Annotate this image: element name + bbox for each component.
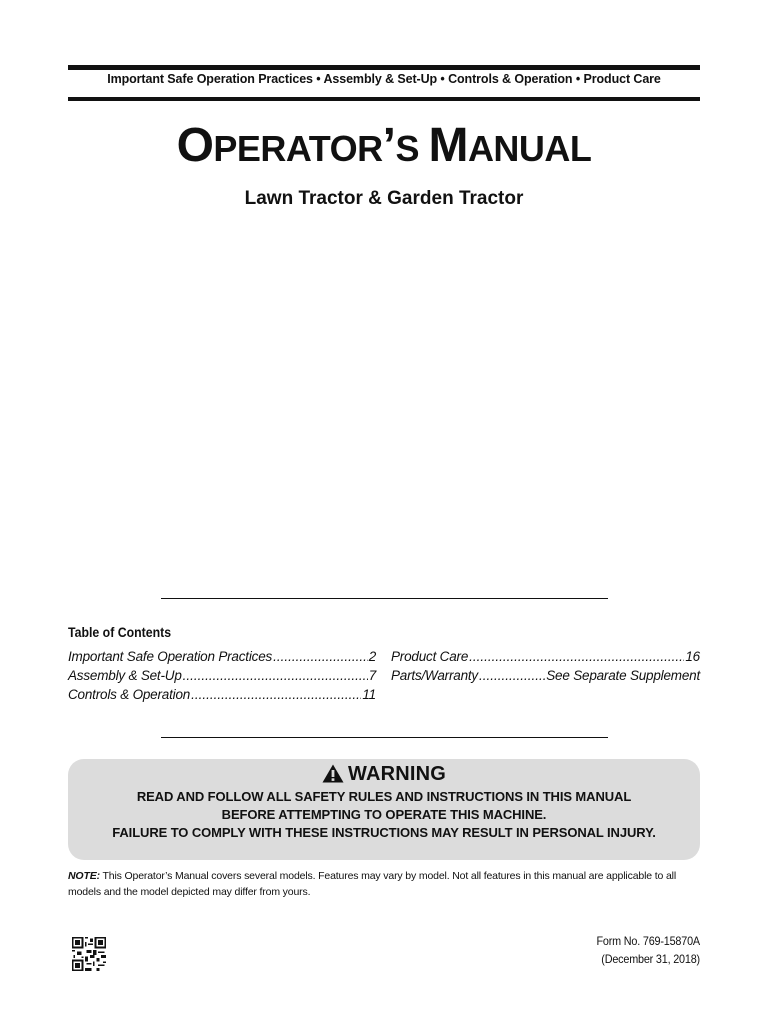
- title-part: O: [176, 119, 214, 172]
- form-number-block: [597, 932, 700, 968]
- form-date: (December 31, 2018): [601, 952, 700, 966]
- toc-column-right: [391, 647, 700, 685]
- toc-entry-page: 16: [685, 649, 700, 664]
- divider-top: [161, 598, 608, 599]
- toc-entry-page: See Separate Supplement: [546, 668, 700, 683]
- toc-entry-label: Assembly & Set-Up: [68, 668, 182, 683]
- form-number: Form No. 769-15870A: [596, 934, 700, 948]
- warning-line-3: FAILURE TO COMPLY WITH THESE INSTRUCTIONS MAY RESULT IN PERSONAL INJURY.: [112, 825, 656, 840]
- topics-line: Important Safe Operation Practices • Assembly & Set-Up • Controls & Operation • Product Care: [107, 72, 661, 86]
- note-text: This Operator’s Manual covers several models. Features may vary by model. Not all features in this manual are applicable to all models and the model depicted may differ from yours.: [68, 870, 676, 898]
- model-note: [68, 868, 708, 900]
- title-part: ANUAL: [467, 128, 592, 169]
- warning-triangle-icon: [322, 764, 344, 783]
- note-label: NOTE:: [68, 870, 100, 882]
- toc-entry-page: 2: [368, 649, 376, 664]
- divider-bottom: [161, 737, 608, 738]
- toc-leader-dots: [191, 685, 361, 704]
- toc-entry-page: 11: [362, 687, 376, 702]
- toc-entry-label: Controls & Operation: [68, 687, 191, 702]
- toc-entry-page: 7: [368, 668, 376, 683]
- title-part: M: [428, 119, 468, 172]
- page-title: [0, 116, 768, 179]
- warning-box: [68, 759, 700, 860]
- toc-entry[interactable]: [68, 666, 376, 685]
- toc-column-left: [68, 647, 376, 704]
- page-subtitle: Lawn Tractor & Garden Tractor: [244, 188, 524, 209]
- warning-line-2: BEFORE ATTEMPTING TO OPERATE THIS MACHINE.: [221, 807, 547, 822]
- warning-line-1: READ AND FOLLOW ALL SAFETY RULES AND INSTRUCTIONS IN THIS MANUAL: [136, 789, 632, 804]
- title-part: PERATOR: [213, 128, 383, 169]
- warning-title: [68, 763, 700, 786]
- toc-entry[interactable]: [391, 647, 700, 666]
- toc-entry-label: Product Care: [391, 649, 469, 664]
- top-rule-thick: [68, 65, 700, 70]
- title-part: S: [395, 128, 429, 169]
- toc-entry[interactable]: [68, 647, 376, 666]
- toc-leader-dots: [479, 666, 545, 685]
- toc-leader-dots: [273, 647, 368, 666]
- toc-entry[interactable]: [391, 666, 700, 685]
- toc-heading: Table of Contents: [68, 624, 172, 640]
- toc-leader-dots: [469, 647, 684, 666]
- toc-entry-label: Important Safe Operation Practices: [68, 649, 273, 664]
- toc-entry-label: Parts/Warranty: [391, 668, 478, 683]
- top-rule-lower: [68, 97, 700, 101]
- toc-leader-dots: [183, 666, 368, 685]
- qr-code-icon: [72, 937, 106, 971]
- toc-entry[interactable]: [68, 685, 376, 704]
- warning-title-text: WARNING: [347, 763, 447, 785]
- title-part: ’: [382, 119, 396, 172]
